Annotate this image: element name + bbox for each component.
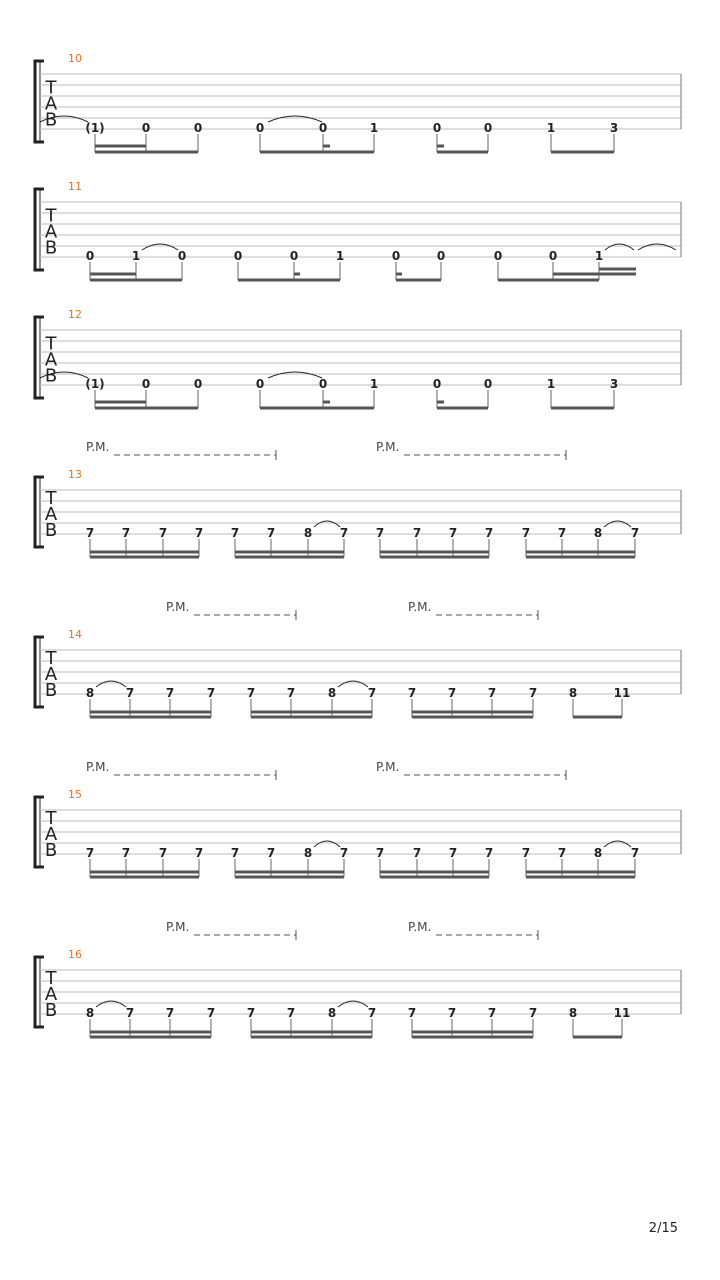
fret-number: 0 [177,249,187,263]
fret-number: 7 [266,846,276,860]
tab-clef-letter: B [44,1000,58,1021]
fret-number: 7 [448,526,458,540]
fret-number: 8 [303,846,313,860]
fret-number: 7 [630,846,640,860]
fret-number: 1 [546,121,556,135]
fret-number: (1) [85,121,105,135]
fret-number: 7 [521,526,531,540]
fret-number: 7 [487,1006,497,1020]
fret-number: 7 [412,846,422,860]
fret-number: 0 [318,377,328,391]
measure-number: 10 [68,52,82,65]
tab-clef-letter: A [44,504,58,525]
fret-number: 8 [85,686,95,700]
tie-arc [268,116,322,122]
fret-number: 0 [193,121,203,135]
fret-number: 7 [521,846,531,860]
tie-arc [338,681,368,687]
fret-number: 11 [613,686,631,700]
fret-number: 11 [613,1006,631,1020]
fret-number: 1 [131,249,141,263]
staff-system-10 [35,52,681,152]
fret-number: 0 [255,377,265,391]
fret-number: 0 [141,121,151,135]
fret-number: 7 [447,1006,457,1020]
fret-number: 7 [125,1006,135,1020]
measure-number: 16 [68,948,82,961]
fret-number: 0 [233,249,243,263]
palm-mute-label: P.M. [376,760,400,774]
fret-number: 1 [369,377,379,391]
fret-number: 7 [158,846,168,860]
palm-mute-label: P.M. [408,600,432,614]
tie-arc [604,521,631,527]
page-number: 2/15 [648,1221,678,1236]
fret-number: 7 [158,526,168,540]
fret-number: 7 [286,686,296,700]
palm-mute-label: P.M. [86,760,110,774]
fret-number: 0 [483,121,493,135]
fret-number: 7 [165,686,175,700]
fret-number: 3 [609,377,619,391]
fret-number: 7 [557,846,567,860]
fret-number: 0 [255,121,265,135]
fret-number: 8 [303,526,313,540]
fret-number: 3 [609,121,619,135]
palm-mute-label: P.M. [376,440,400,454]
tie-arc [638,244,676,250]
staff-system-14 [35,600,681,717]
staff-system-11 [35,180,681,280]
tab-clef-letter: T [45,488,57,509]
fret-number: 8 [593,846,603,860]
fret-number: 8 [327,1006,337,1020]
fret-number: 7 [630,526,640,540]
fret-number: 7 [266,526,276,540]
fret-number: 0 [193,377,203,391]
fret-number: 7 [339,526,349,540]
tab-clef-letter: A [44,349,58,371]
fret-number: 7 [121,526,131,540]
tab-clef-letter: B [44,365,58,387]
fret-number: 7 [448,846,458,860]
staff-system-15 [35,760,681,877]
fret-number: 0 [436,249,446,263]
fret-number: 0 [289,249,299,263]
tie-arc [314,521,340,527]
tab-clef-letter: T [45,77,57,99]
tie-arc [604,841,631,847]
fret-number: 7 [375,846,385,860]
fret-number: 8 [568,686,578,700]
tab-clef-letter: B [44,840,58,861]
fret-number: 7 [339,846,349,860]
tab-clef-letter: T [45,968,57,989]
fret-number: 0 [548,249,558,263]
measure-number: 11 [68,180,82,193]
fret-number: 0 [432,121,442,135]
fret-number: 7 [412,526,422,540]
fret-number: 7 [528,686,538,700]
tab-clef-letter: A [44,824,58,845]
fret-number: 7 [230,846,240,860]
fret-number: 7 [447,686,457,700]
fret-number: 7 [230,526,240,540]
fret-number: 0 [85,249,95,263]
measure-number: 13 [68,468,82,481]
fret-number: 8 [568,1006,578,1020]
fret-number: 7 [125,686,135,700]
tie-arc [142,244,178,250]
tab-clef-letter: A [44,93,58,115]
fret-number: 7 [375,526,385,540]
tie-arc [605,244,634,250]
fret-number: 7 [528,1006,538,1020]
fret-number: 0 [391,249,401,263]
tab-clef-letter: B [44,680,58,701]
fret-number: 8 [593,526,603,540]
fret-number: 7 [407,686,417,700]
measure-number: 15 [68,788,82,801]
fret-number: 7 [487,686,497,700]
staff-system-13 [35,440,681,557]
fret-number: 1 [335,249,345,263]
fret-number: 7 [85,846,95,860]
fret-number: 7 [194,846,204,860]
palm-mute-label: P.M. [86,440,110,454]
fret-number: 0 [483,377,493,391]
fret-number: 7 [194,526,204,540]
tie-arc [96,1001,126,1007]
fret-number: 7 [121,846,131,860]
tie-arc [314,841,340,847]
tie-arc [338,1001,368,1007]
fret-number: 0 [141,377,151,391]
fret-number: 7 [246,686,256,700]
measure-number: 14 [68,628,82,641]
fret-number: 7 [286,1006,296,1020]
palm-mute-label: P.M. [408,920,432,934]
tie-arc [96,681,126,687]
fret-number: 7 [206,1006,216,1020]
fret-number: 7 [246,1006,256,1020]
fret-number: 1 [594,249,604,263]
fret-number: 7 [206,686,216,700]
fret-number: 8 [327,686,337,700]
tie-arc [268,372,322,378]
fret-number: 7 [367,686,377,700]
fret-number: 1 [546,377,556,391]
tab-clef-letter: A [44,984,58,1005]
fret-number: 7 [484,846,494,860]
tab-clef-letter: T [45,205,57,227]
staff-system-12 [35,308,681,408]
tab-clef-letter: B [44,109,58,131]
palm-mute-label: P.M. [166,600,190,614]
fret-number: 0 [432,377,442,391]
tab-clef-letter: T [45,808,57,829]
staff-system-16 [35,920,681,1037]
tab-clef-letter: T [45,648,57,669]
tab-clef-letter: B [44,237,58,259]
fret-number: 7 [367,1006,377,1020]
palm-mute-label: P.M. [166,920,190,934]
fret-number: 1 [369,121,379,135]
tab-clef-letter: B [44,520,58,541]
fret-number: 8 [85,1006,95,1020]
tab-clef-letter: A [44,221,58,243]
tab-clef-letter: A [44,664,58,685]
fret-number: 7 [85,526,95,540]
fret-number: 7 [557,526,567,540]
fret-number: 0 [318,121,328,135]
tab-clef-letter: T [45,333,57,355]
fret-number: 7 [165,1006,175,1020]
fret-number: 0 [493,249,503,263]
measure-number: 12 [68,308,82,321]
fret-number: 7 [484,526,494,540]
fret-number: 7 [407,1006,417,1020]
fret-number: (1) [85,377,105,391]
